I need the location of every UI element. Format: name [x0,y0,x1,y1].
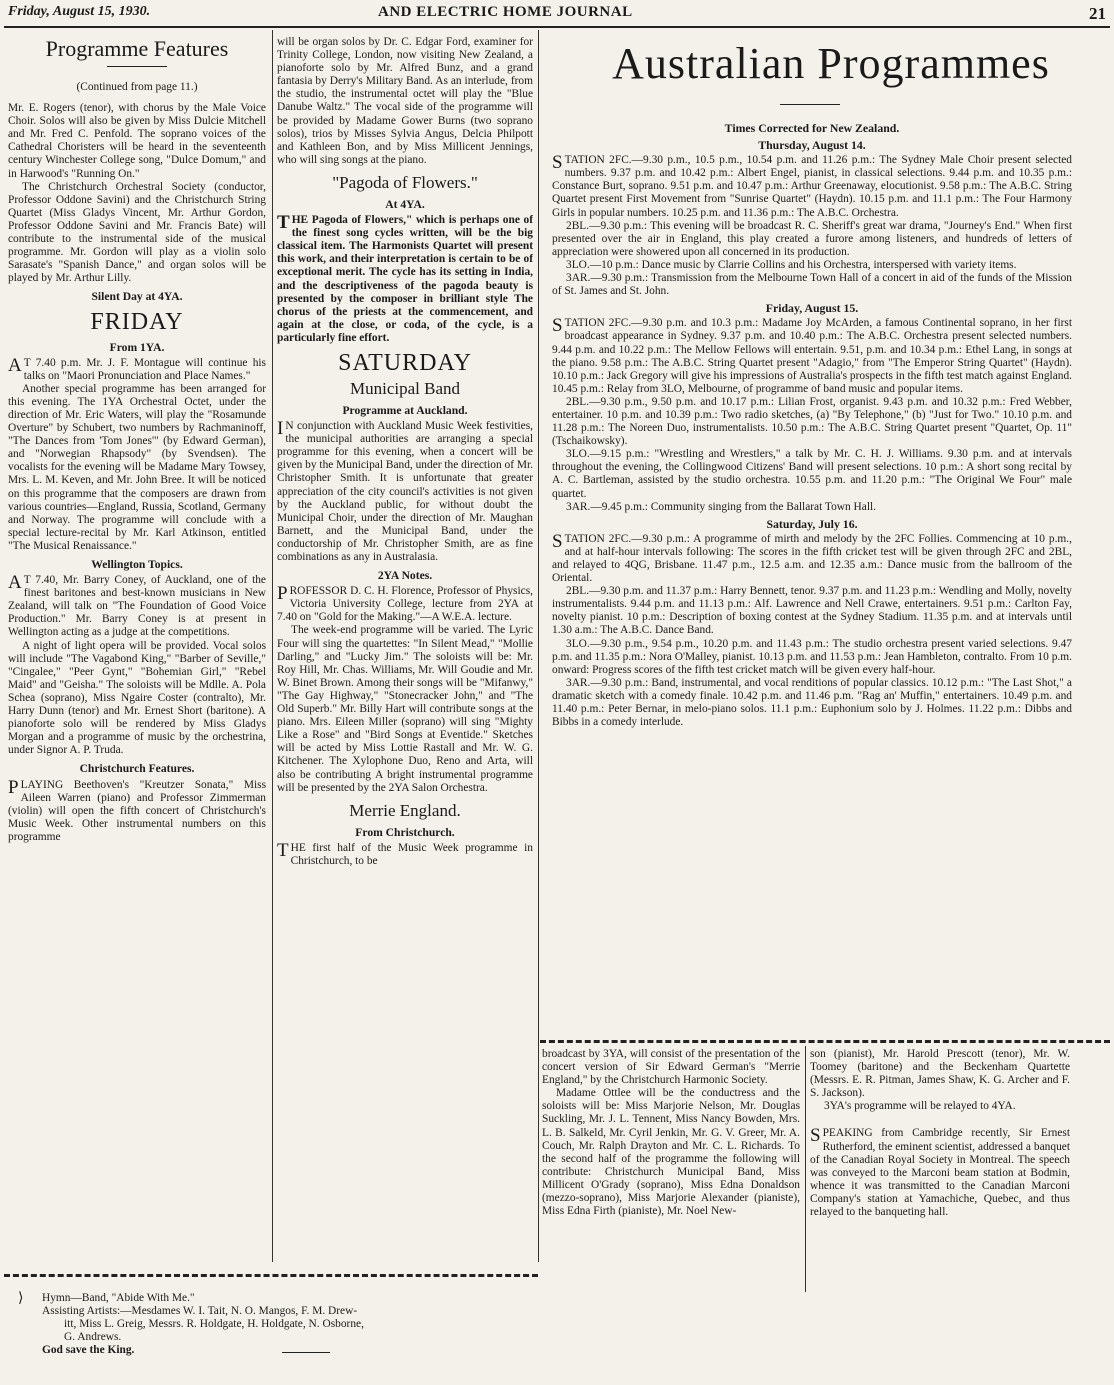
paragraph-text: TATION 2FC.—9.30 p.m. and 10.3 p.m.: Madame Joy McArden, a famous Continental soprano, in her first broadcast appearance in Sydney. 9.37 p.m. and 10.40 p.m.: The A.B.C. Orchestra present selected numbers. 9.44 p.m. and 10.22 p.m.: The Mellow Fellows will entertain. 9.51, p.m. and 10.34 p.m.: Ethel Lang, in songs at the piano. 9.58 p.m.: The A.B.C. String Quartet present "Adagio," from "The Emperor String Quartet" (Haydn). 10.10 p.m.: Jack Gregory will give his impressions of Australia's prospects in the fifth test match against England. 10.45 p.m.: Relay from 3LO, Melbourne, of programme of band music and popular items. [552,317,1072,395]
subheading-wellington: Wellington Topics. [91,558,183,571]
paragraph-text: PEAKING from Cambridge recently, Sir Ernest Rutherford, the eminent scientist, addressed a banquet of the Canadian Royal Society in Montreal. The speech was conveyed to the Marconi beam station at Bodmin, whence it was transmitted to the Canadian Marconi Company's station at Yamachiche, Quebec, and thus relayed to the banqueting hall. [810,1127,1070,1219]
paragraph [552,530,1072,585]
saturday-heading: Saturday, July 16. [766,516,858,531]
subheading-from-christchurch: From Christchurch. [355,825,455,839]
paragraph-text: T 7.40 p.m. Mr. J. F. Montague will continue his talks on "Maori Pronunciation and Place Names." [23,356,266,382]
merrie-england-heading: Merrie England. [349,800,461,820]
paragraph: The week-end programme will be varied. The Lyric Four will sing the quartettes: "In Silent Mead," "Mollie Darling," and "Lucky Jim." The soloists will be: Mr. Roy Hill, Mr. Chas. Williams, Mr. Will Goudie and Mr. W. Binet Brown. Among their songs will be "Mifanwy," "The Gay Highway," "Stonecracker John," and "The Old Superb." Mr. Billy Hart will contribute songs at the piano. Mrs. Eileen Miller (soprano) will sing "Mighty Like a Rose" and "Bird Songs at Eventide." Sketches will be acted by Miss Lottie Rastall and Mr. W. G. Kitchener. The Xylophone Duo, Reno and Arta, will also be contributing A bright instrumental programme will be presented by the 2YA Salon Orchestra. [277,624,533,794]
drop-cap: S [552,152,563,174]
paragraph [8,354,266,383]
paragraph: 2BL.—9.30 p.m.: This evening will be broadcast R. C. Sheriff's great war drama, "Journey's End." When first presented over the air in England, this play created a furore among listeners, and hundreds of letters of appreciation were showered upon all concerned in its production. [552,219,1072,258]
header-date: Friday, August 15, 1930. [8,4,151,19]
programme-close [18,1292,518,1357]
thursday-heading: Thursday, August 14. [758,138,866,153]
paragraph [552,154,1072,219]
title-rule [780,104,840,105]
paragraph: The Christchurch Orchestral Society (conductor, Professor Oddone Savini) and the Christchurch String Quartet (Miss Gladys Vincent, Mr. Arthur Gordon, Professor Oddone Savini and Mr. Francis Bate) will contribute to the instrumental side of the musical programme. Mr. Gordon will play as a violin solo Sarasate's "Spanish Dance," and organ solos will be played by Mr. Arthur Lilly. [8,180,266,285]
drop-cap: A [8,354,22,376]
paragraph [8,776,266,844]
paragraph-text: ROFESSOR D. C. H. Florence, Professor of Physics, Victoria University College, lecture from 2YA at 7.40 on "Gold for the Making."—A W.E.A. lecture. [277,585,533,624]
assisting-artists-line: G. Andrews. [64,1331,122,1344]
drop-cap: S [810,1125,821,1147]
end-rule [282,1352,330,1353]
subheading-christchurch: Christchurch Features. [79,762,195,776]
australian-programmes-title: Australian Programmes [612,39,1050,88]
subheading-2ya-notes: 2YA Notes. [377,569,433,583]
title-rule [107,66,167,67]
subheading-at-4ya: At 4YA. [385,197,425,211]
paragraph-text: TATION 2FC.—9.30 p.m., 10.5 p.m., 10.54 p.m. and 11.26 p.m.: The Sydney Male Choir present selected numbers. 9.37 p.m. and 10.42 p.m.: Albert Engel, pianist, in classical selections. 9.44 p.m. and 10.35 p.m.: Constance Burt, soprano. 9.51 p.m. and 10.47 p.m.: Arthur Greenaway, elocutionist. 9.58 p.m.: The A.B.C. String Quartet present First Movement from "Sunrise Quartet" (Haydn). 10.15 p.m. and 11.1 p.m.: The Four Harmony Girls in popular numbers. 10.25 p.m. and 11.36 p.m.: The A.B.C. Orchestra. [552,154,1072,219]
paragraph [8,574,266,639]
drop-cap: T [277,212,290,234]
drop-cap: S [552,315,563,337]
paragraph: 3YA's programme will be relayed to 4YA. [824,1100,1016,1113]
saturday-heading: SATURDAY [338,349,472,376]
header-rule [4,26,1110,28]
column-rule-2 [538,30,539,1262]
column-rule-1 [272,30,273,1262]
column-2 [277,36,533,1260]
header-page-number: 21 [1089,4,1106,23]
paragraph: 3AR.—9.45 p.m.: Community singing from the Ballarat Town Hall. [566,500,876,513]
page-header [0,0,1114,24]
hymn-line: Hymn—Band, "Abide With Me." [42,1292,195,1304]
paragraph: Mr. E. Rogers (tenor), with chorus by the Male Voice Choir. Solos will also be given by Miss Dulcie Mitchell and Mr. Fred C. Penfold. The soprano voices of the Cathedral Choristers will be heard in the seventeenth century Winchester College song, "Dulce Domum," and in Harwood's "Running On." [8,102,266,180]
paragraph: 3LO.—9.30 p.m., 9.54 p.m., 10.20 p.m. and 11.43 p.m.: The studio orchestra present varied selections. 9.47 p.m. and 11.35 p.m.: Nora O'Malley, pianist. 10.13 p.m. and 11.53 p.m.: Jean Hambleton, contralto. From 10 p.m. onward: Progress scores of the fifth test cricket match will be given every half-hour. [552,637,1072,676]
paragraph: A night of light opera will be provided. Vocal solos will include "The Vagabond King," "Barber of Seville," "Cingalee," "Peer Gynt," "Bohemian Girl," "Rebel Maid" and "Geisha." The soloists will be Mdlle. A. Pola Schea (soprano), Miss Ngaire Coster (contralto), Mr. Harry Dunn (tenor) and Mr. Ernest Short (baritone). A pianoforte solo will be rendered by Miss Gladys Morgan and a programme of music by the orchestrina, under Signor A. P. Truda. [8,639,266,757]
section-divider [540,1040,1110,1043]
friday-heading: Friday, August 15. [765,301,859,316]
paragraph-text: LAYING Beethoven's "Kreutzer Sonata," Miss Aileen Warren (piano) and Professor Zimmerman (violin) will open the fifth concert of Christchurch's Music Week. Other instrumental numbers on this programme [8,778,266,843]
column-3-lower [542,1048,800,1288]
friday-heading: FRIDAY [90,308,184,335]
paragraph: 3LO.—9.15 p.m.: "Wrestling and Wrestlers," a talk by Mr. C. H. J. Williams. 9.30 p.m. and at intervals throughout the evening, the Collingwood Citizens' Band will present selections. 10 p.m.: A short song recital by A. C. Bartleman, assisted by the studio orchestra. 10.55 p.m. and 11.20 p.m.: "The Original We Four" male quartet. [552,448,1072,500]
paragraph [277,214,533,345]
drop-cap: A [8,572,22,594]
pagoda-heading: "Pagoda of Flowers." [332,172,478,192]
paragraph [277,585,533,624]
municipal-band-heading: Municipal Band [349,378,460,398]
drop-cap: P [8,776,19,798]
column-4-lower [810,1048,1070,1288]
column-1 [8,34,266,1260]
drop-cap: S [552,530,563,552]
australian-programmes-section [552,118,1072,1038]
bottom-divider [4,1274,538,1277]
programme-features-title: Programme Features [45,36,229,61]
paragraph [277,420,533,564]
times-corrected-note: Times Corrected for New Zealand. [724,121,900,135]
paragraph: son (pianist), Mr. Harold Prescott (tenor), Mr. W. Toomey (baritone) and the Beckenham Quartette (Messrs. E. R. Pitman, James Shaw, K. G. Archer and F. S. Jackson). [810,1048,1070,1100]
drop-cap: P [277,583,288,605]
paragraph-text: T 7.40, Mr. Barry Coney, of Auckland, one of the finest baritones and best-known musicians in New Zealand, will talk on "The Foundation of Good Voice Production." Mr. Barry Coney is at present in Wellington acting as a judge at the competitions. [8,574,266,639]
paragraph: 2BL.—9.30 p.m., 9.50 p.m. and 10.17 p.m.: Lilian Frost, organist. 9.43 p.m. and 10.32 p.m.: Fred Webber, entertainer. 10 p.m. and 10.39 p.m.: Two radio sketches, (a) "By Telephone," (b) "Just for Two." 10.10 p.m. and 11.28 p.m.: The Noreen Duo, instrumentalists. 10.50 p.m.: The A.B.C. String Quartet present "Quartet, Op. 11" (Tschaikowsky). [552,395,1072,448]
paragraph: 3LO.—10 p.m.: Dance music by Clarrie Collins and his Orchestra, interspersed with variety items. [566,258,1017,271]
paragraph-text: HE Pagoda of Flowers," which is perhaps one of the finest song cycles written, will be the big classical item. The Harmonists Quartet will present this work, and their interpretation is certain to be of exceptional merit. The cycle has its setting in India, and the descriptiveness of the pagoda beauty is presented by the composer in brilliant style The chorus of the priests at the commencement, and again at the close, or coda, of the cycle, is a particularly fine effort. [277,214,533,344]
assisting-artists-line: Assisting Artists:—Mesdames W. I. Tait, N. O. Mangos, F. M. Drew- [42,1305,358,1318]
paragraph: 2BL.—9.30 p.m. and 11.37 p.m.: Harry Bennett, tenor. 9.37 p.m. and 11.23 p.m.: Wendling and Molly, novelty instrumentalists. 9.44 p.m. and 11.13 p.m.: Alf. Lawrence and Nell Crawe, entertainers. 9.51 p.m.: Carlton Fay, novelty pianist. 10 p.m.: Description of boxing contest at the Sydney Stadium. 11.35 p.m. and at intervals until 1.30 a.m.: The A.B.C. Dance Band. [552,585,1072,637]
assisting-artists-line: itt, Miss L. Greig, Messrs. R. Holdgate, H. Holdgate, N. Osborne, [64,1318,364,1331]
paragraph: 3AR.—9.30 p.m.: Transmission from the Melbourne Town Hall of a concert in aid of the funds of the Mission of St. James and St. John. [552,272,1072,298]
column-rule-3 [805,1046,806,1292]
paragraph-text: HE first half of the Music Week programme in Christchurch, to be [290,841,533,867]
header-journal-title: AND ELECTRIC HOME JOURNAL [378,4,633,20]
paragraph [277,839,533,868]
paragraph-text: TATION 2FC.—9.30 p.m.: A programme of mirth and melody by the 2FC Follies. Commencing at 10 p.m., and at half-hour intervals following: The scores in the fifth cricket test will be given through 2FC and 2BL, and relayed to 4QG, Brisbane. 11.47 p.m., 12.5 a.m. and 12.35 a.m.: Dance music from the ballroom of the Oriental. [552,532,1072,585]
subheading-silent-day: Silent Day at 4YA. [91,290,183,304]
subheading-programme-auckland: Programme at Auckland. [342,403,468,417]
paragraph: Madame Ottlee will be the conductress and the soloists will be: Miss Marjorie Nelson, Mr. Douglas Suckling, Mr. J. L. Tennent, Miss Nancy Bowden, Mrs. L. B. Salkeld, Mr. Cyril Jenkin, Mr. G. V. Greer, Mr. A. Couch, Mr. Ralph Drayton and Mr. C. L. Richards. To the second half of the programme the following will contribute: Christchurch Municipal Band, Miss Millicent O'Grady (soprano), Miss Edna Donaldson (mezzo-soprano), Miss Marjorie Alexander (pianiste), Miss Edna Firth (pianiste), Mr. Noel New- [542,1087,800,1218]
paragraph: will be organ solos by Dr. C. Edgar Ford, examiner for Trinity College, London, now visiting New Zealand, a pianoforte solo by Mr. Alfred Bunz, and a grand fantasia by Derry's Military Band. As an interlude, from the studio, the instrumental octet will play the "Blue Danube Waltz." The vocal side of the programme will be provided by Madame Gower Burns (two soprano solos), trios by Misses Sylvia Angus, Delcia Philpott and Kathleen Bon, and by Miss Millicent Jennings, who will sing songs at the piano. [277,36,533,166]
god-save-the-king: God save the King. [42,1344,135,1357]
pointer-icon: ⟩ [18,1291,24,1306]
continued-note: (Continued from page 11.) [76,81,198,93]
subheading-from-1ya: From 1YA. [109,340,165,354]
paragraph: broadcast by 3YA, will consist of the presentation of the concert version of Sir Edward German's "Merrie England," by the Christchurch Harmonic Society. [542,1048,800,1087]
paragraph: Another special programme has been arranged for this evening. The 1YA Orchestral Octet, under the direction of Mr. Eric Waters, will play the "Rosamunde Overture" by Schubert, two numbers by Rachmaninoff, "The Dances from 'Tom Jones'" (by Edward German), and "Norwegian Rhapsody" (by Svendsen). The vocalists for the evening will be Madame Mary Towsey, Mrs. L. M. Keven, and Mr. John Bree. It will be noticed on this programme that the composers are drawn from various countries—England, Russia, Scotland, Germany and Norway. The programme will conclude with a special lecture-recital by Mr. Karl Atkinson, entitled "The Musical Renaissance." [8,382,266,552]
drop-cap: I [277,418,284,440]
paragraph-text: N conjunction with Auckland Music Week festivities, the municipal authorities are arranging a special programme for this evening, when a concert will be given by the Municipal Band, under the direction of Mr. Christopher Smith. It is unfortunate that greater appreciation of the city council's activities is not given by the Auckland public, for without doubt the Municipal Choir, under the direction of Mr. Maughan Barnett, and the Municipal Band, under the conductorship of Mr. Christopher Smith, are as fine combinations as any in Australasia. [277,420,533,563]
paragraph [810,1127,1070,1219]
drop-cap: T [277,839,289,861]
paragraph [552,317,1072,396]
paragraph: 3AR.—9.30 p.m.: Band, instrumental, and vocal renditions of popular classics. 10.12 p.m.: "The Last Shot," a dramatic sketch with a comedy finale. 10.42 p.m. and 11.46 p.m. "Rag an' Muffin," entertainers. 10.49 p.m. and 11.40 p.m.: Peter Bernar, in melo-piano solos. 11.1 p.m.: Euphonium solo by J. Holmes. 11.22 p.m.: Dibbs and Bibbs in a comedy interlude. [552,676,1072,729]
